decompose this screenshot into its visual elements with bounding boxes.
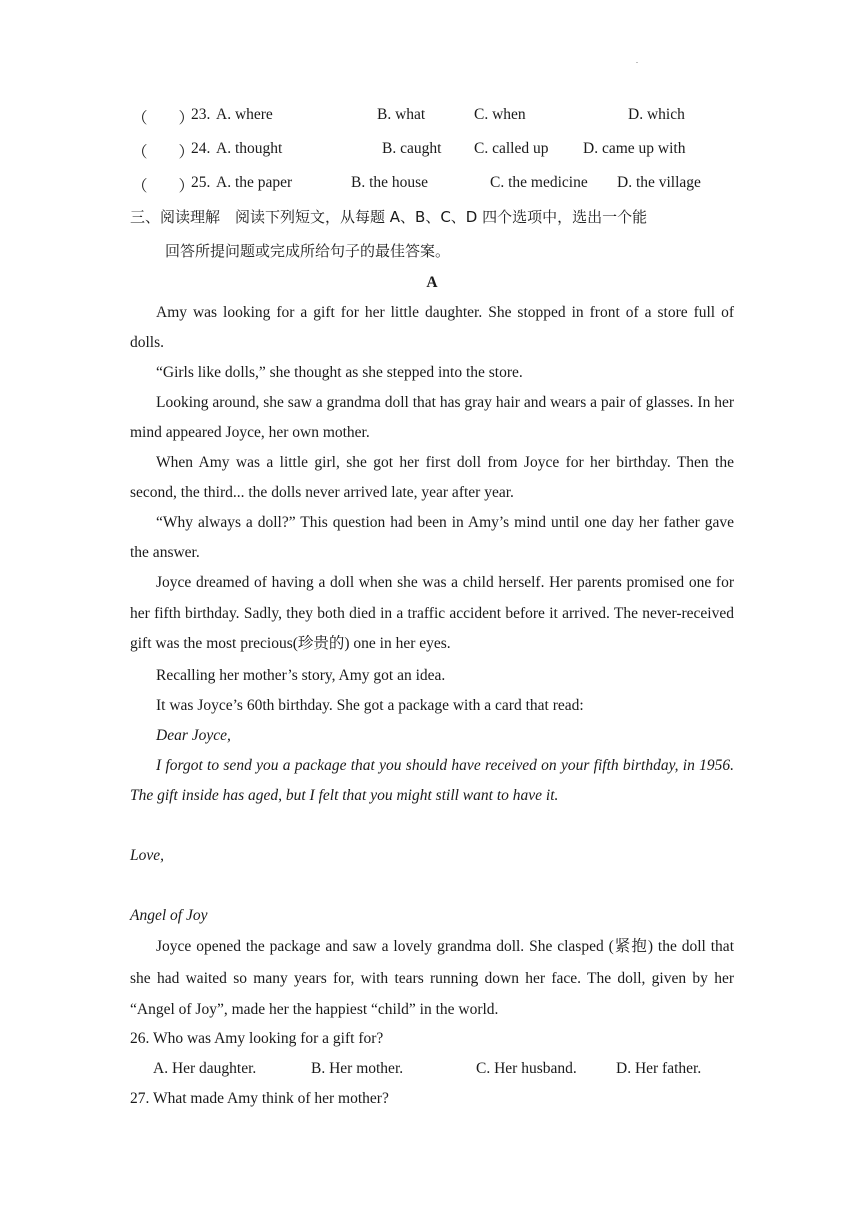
passage-paragraph: “Why always a doll?” This question had been in Amy’s mind until one day her father gave the answer.: [130, 514, 734, 561]
option-d: D. which: [628, 106, 685, 123]
option-b: B. what: [377, 106, 426, 123]
option-a[interactable]: A. Her daughter.: [153, 1060, 257, 1077]
section-heading: 三、阅读理解 阅读下列短文，从每题 A、B、C、D 四个选项中，选出一个能: [130, 208, 648, 226]
answer-blank[interactable]: （ ）: [132, 144, 195, 161]
passage-paragraph: Amy was looking for a gift for her little daughter. She stopped in front of a store full of dolls.: [130, 304, 734, 351]
option-a: A. where: [216, 106, 273, 123]
option-a: A. the paper: [216, 174, 293, 191]
option-d: D. came up with: [583, 140, 686, 157]
option-b: B. the house: [351, 174, 429, 191]
page-mark: .: [636, 56, 638, 65]
card-greeting: Dear Joyce,: [156, 727, 231, 744]
option-a: A. thought: [216, 140, 283, 157]
card-close: Love,: [130, 847, 165, 864]
option-d[interactable]: D. Her father.: [616, 1060, 702, 1077]
option-c: C. called up: [474, 140, 549, 157]
option-c[interactable]: C. Her husband.: [476, 1060, 577, 1077]
question-number: 23.: [191, 106, 211, 123]
passage-paragraph: Looking around, she saw a grandma doll that has gray hair and wears a pair of glasses. In her mind appeared Joyce, her own mother.: [130, 394, 734, 441]
question-27: 27. What made Amy think of her mother?: [130, 1090, 389, 1107]
option-c: C. the medicine: [490, 174, 588, 191]
passage-paragraph: Joyce opened the package and saw a lovely grandma doll. She clasped (紧抱) the doll that she had waited so many years for, with tears running down her face. The doll, given by her “Angel of Joy”, made her the happiest “child” in the world.: [130, 938, 734, 1018]
option-c: C. when: [474, 106, 526, 123]
option-b[interactable]: B. Her mother.: [311, 1060, 404, 1077]
question-number: 25.: [191, 174, 211, 191]
answer-blank[interactable]: （ ）: [132, 178, 195, 195]
question-number: 24.: [191, 140, 211, 157]
option-d: D. the village: [617, 174, 701, 191]
option-b: B. caught: [382, 140, 442, 157]
passage-paragraph: Joyce dreamed of having a doll when she was a child herself. Her parents promised one for her fifth birthday. Sadly, they both died in a traffic accident before it arrived. The never-received gift was the most precious(珍贵的) one in her eyes.: [130, 574, 734, 652]
passage-label: A: [426, 274, 438, 291]
card-signature: Angel of Joy: [130, 907, 208, 924]
passage-paragraph: When Amy was a little girl, she got her first doll from Joyce for her birthday. Then the second, the third... the dolls never arrived late, year after year.: [130, 454, 734, 501]
question-26: 26. Who was Amy looking for a gift for?: [130, 1030, 384, 1047]
passage-paragraph: “Girls like dolls,” she thought as she stepped into the store.: [156, 364, 523, 381]
passage-paragraph: Recalling her mother’s story, Amy got an idea.: [156, 667, 446, 684]
answer-blank[interactable]: （ ）: [132, 110, 195, 127]
card-body: I forgot to send you a package that you should have received on your fifth birthday, in 1956. The gift inside has aged, but I felt that you might still want to have it.: [130, 757, 734, 804]
section-heading-cont: 回答所提问题或完成所给句子的最佳答案。: [165, 242, 451, 260]
passage-paragraph: It was Joyce’s 60th birthday. She got a package with a card that read:: [156, 697, 584, 714]
